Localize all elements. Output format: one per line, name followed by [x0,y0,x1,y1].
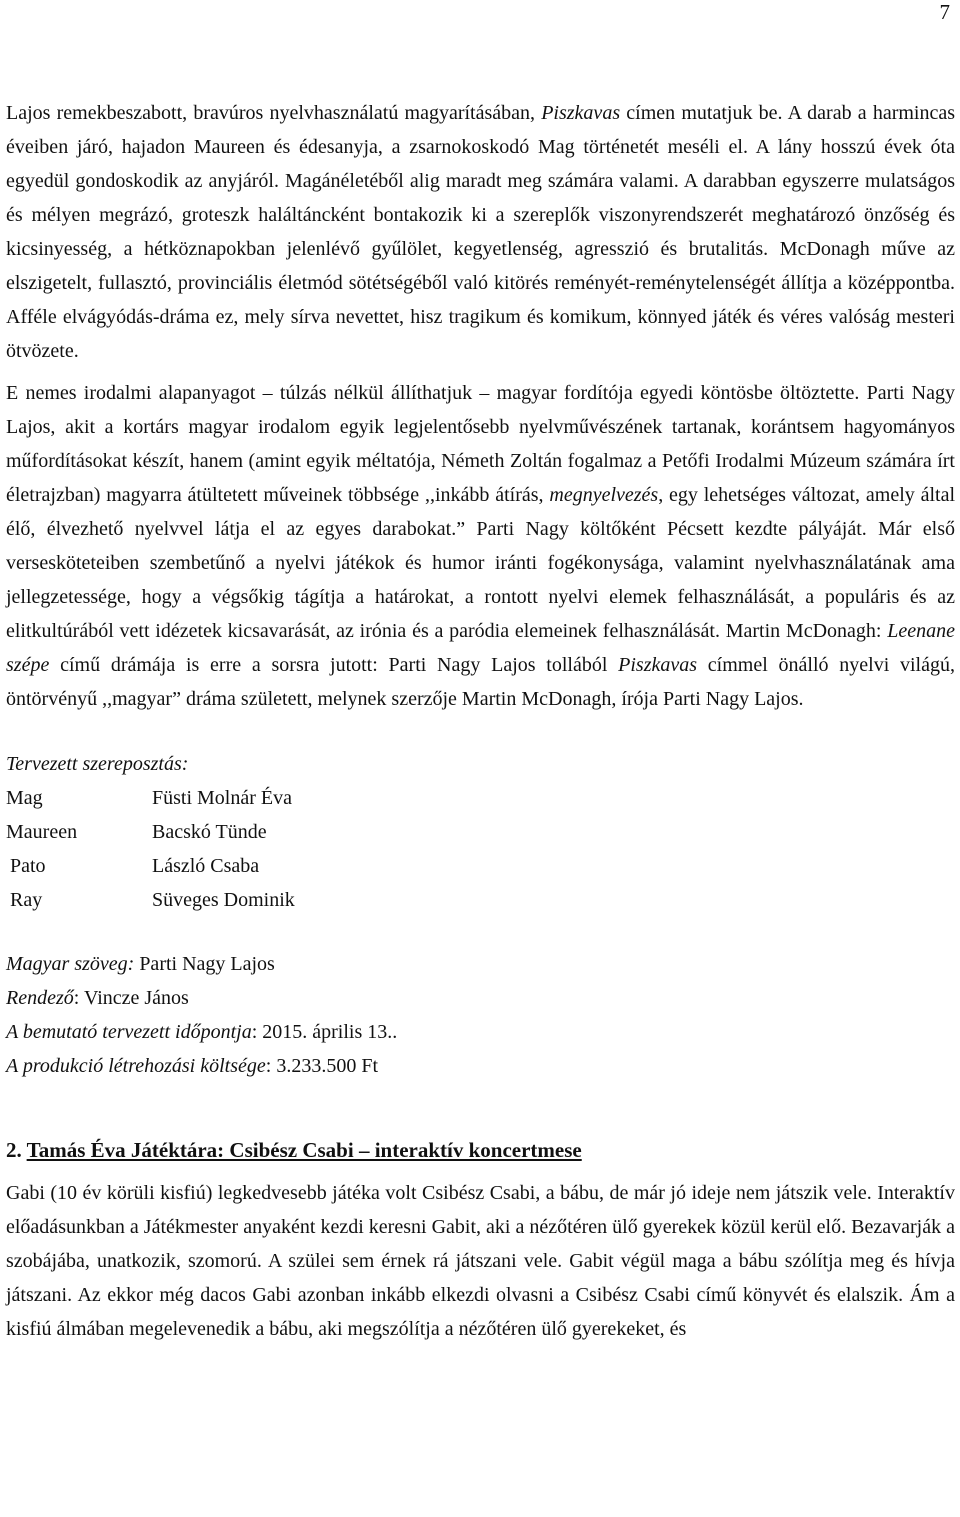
cast-row [6,883,955,917]
cast-actor: Füsti Molnár Éva [152,787,292,809]
credit-director [6,981,955,1015]
section-title-text: Tamás Éva Játéktára: Csibész Csabi – interaktív koncertmese [26,1138,582,1162]
credit-label: Magyar szöveg: [6,953,135,975]
paragraph-play-description [6,96,955,368]
credit-premiere-date [6,1015,955,1049]
paragraph-text: , egy lehetséges változat, amely által élő, élvezhető nyelvvel látja el az egyes darabokat.” Parti Nagy költőként Pécsett kezdte pályáját. Már első versesköteteiben szembetűnő a nyelvi játékok és humor iránti fogékonysága, valamint nyelvhasználatának ama jellegzetessége, hogy a végsőkig tágítja a határokat, a rontott nyelvi elemek felhasználását, a populáris és az elitkultúrából vett idézetek kicsavarását, az irónia és a paródia elemeinek felhasználását. Martin McDonagh: [6,484,956,642]
production-credits [6,947,955,1083]
cast-heading [6,747,955,781]
paragraph-section2: Gabi (10 év körüli kisfiú) legkedvesebb játéka volt Csibész Csabi, a bábu, de már jó ideje nem játszik vele. Interaktív előadásunkban a Játékmester anyaként kezdi keresni Gabit, aki a nézőtéren ülő gyerekek közül kerül elő. Bezavarják a szobájába, unatkozik, szomorú. A szülei sem érnek rá játszani vele. Gabit végül maga a bábu szólítja meg és hívja játszani. Az ekkor még dacos Gabi azonban inkább elkezdi olvasni a Csibész Csabi című könyvét és elalszik. Ám a kisfiú álmában megelevenedik a bábu, aki megszólítja a nézőtéren ülő gyerekeket, és [6,1182,955,1340]
credit-production-cost [6,1049,955,1083]
cast-actor: Süveges Dominik [152,889,295,911]
play-title-italic: Piszkavas [618,654,698,676]
paragraph-text: címen mutatjuk be. A darab a harmincas éveiben járó, hajadon Maureen és édesanyja, a zsarnokoskodó Mag történetét meséli el. A lány hosszú évek óta egyedül gondoskodik az anyjáról. Magánéletéből alig maradt meg számára valami. A darabban egyszerre mulatságos és mélyen megrázó, groteszk haláltáncként bontakozik ki a szereplők viszonyrendszerét meghatározó önzőség és kicsinyesség, a hétköznapokban jelenlévő gyűlölet, kegyetlenség, agresszió és brutalitás. McDonagh műve az elszigetelt, fullasztó, provinciális életmód sötétségéből való kitörés reményét-reménytelenségét állítja a középpontba. Afféle elvágyódás-dráma ez, mely sírva nevettet, hisz tragikum és komikum, könnyed játék és véres valóság mesteri ötvözete. [6,102,956,362]
cast-actor: László Csaba [152,855,260,877]
credit-label: Rendező [6,987,74,1009]
credit-label: A bemutató tervezett időpontja [6,1021,252,1043]
cast-role: Mag [6,787,43,809]
document-body [6,96,955,1346]
paragraph-text: címmel önálló nyelvi világú, öntörvényű ,,magyar” dráma született, melynek szerzője Martin McDonagh, írója Parti Nagy Lajos. [6,654,955,710]
cast-role: Pato [10,855,46,877]
play-title-italic: Leenane szépe [6,620,955,676]
cast-row [6,849,955,883]
italic-term: megnyelvezés [549,484,659,506]
credit-value: : Vincze János [73,987,189,1009]
section-number: 2. [6,1138,27,1162]
paragraph-text: Lajos remekbeszabott, bravúros nyelvhasználatú magyarításában, [6,102,542,124]
paragraph-text: című drámája is erre a sorsra jutott: Parti Nagy Lajos tollából [49,654,619,676]
cast-actor: Bacskó Tünde [152,821,267,843]
cast-heading-text: Tervezett szereposztás: [6,753,189,775]
section-heading [6,1133,955,1167]
credit-value: : 3.233.500 Ft [265,1055,379,1077]
cast-role: Ray [10,889,43,911]
credit-translation [6,947,955,981]
cast-list [6,781,955,917]
cast-row [6,781,955,815]
cast-row [6,815,955,849]
paragraph-translator [6,376,955,716]
play-title-italic: Piszkavas [541,102,621,124]
paragraph-text: E nemes irodalmi alapanyagot – túlzás nélkül állíthatjuk – magyar fordítója egyedi köntösbe öltöztette. Parti Nagy Lajos, akit a kortárs magyar irodalom egyik legjelentősebb nyelvművészének tartanak, korántsem hagyományos műfordításokat készít, hanem (amint egyik méltatója, Németh Zoltán fogalmaz a Petőfi Irodalmi Múzeum számára írt életrajzban) magyarra átültetett műveinek többsége ,,inkább átírás, [6,382,955,506]
credit-value: : 2015. április 13.. [251,1021,398,1043]
cast-role: Maureen [6,821,78,843]
page-number: 7 [939,0,950,24]
credit-value: Parti Nagy Lajos [134,953,275,975]
credit-label: A produkció létrehozási költsége [6,1055,266,1077]
